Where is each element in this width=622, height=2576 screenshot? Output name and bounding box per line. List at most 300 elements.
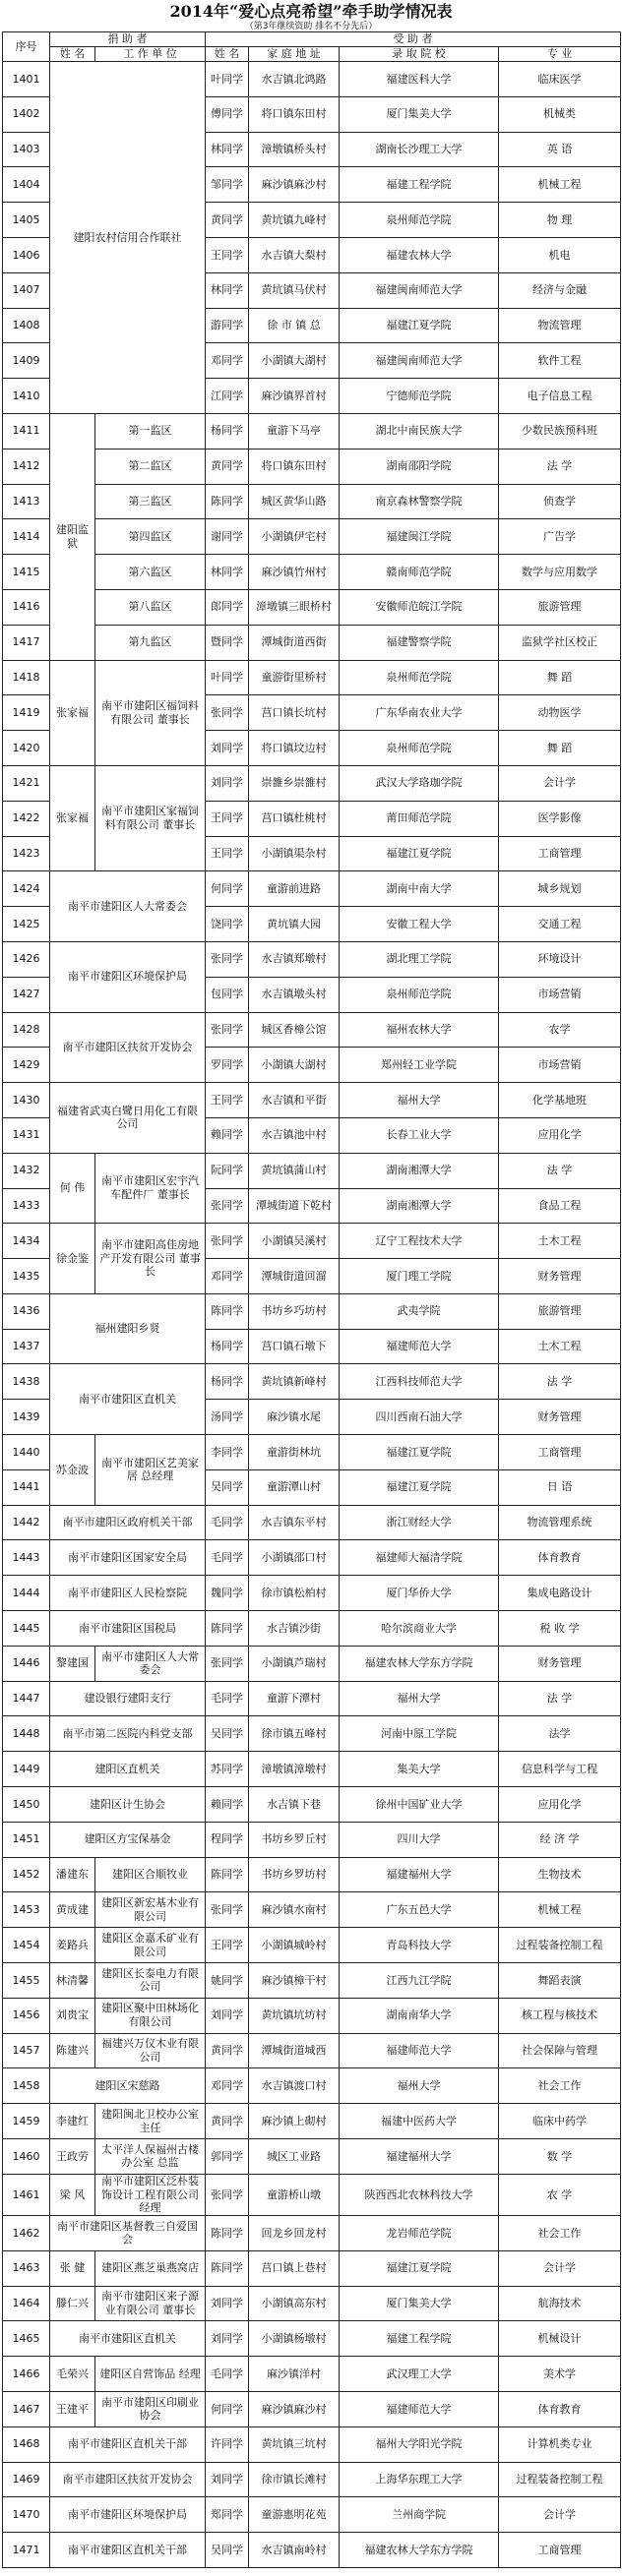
- major: 软件工程: [499, 343, 621, 379]
- student-name: 张同学: [206, 2174, 249, 2215]
- student-name: 苏同学: [206, 1752, 249, 1787]
- row-number: 1468: [3, 2426, 50, 2462]
- home-address: 小湖镇渠杂村: [249, 836, 340, 871]
- student-name: 饶同学: [206, 907, 249, 942]
- row-number: 1466: [3, 2357, 50, 2392]
- header-school: 录 取 院 校: [340, 47, 499, 62]
- donor-organization: 南平市建阳区扶贫开发协会: [50, 2462, 206, 2497]
- admitted-school: 福建医科大学: [340, 62, 499, 97]
- row-number: 1464: [3, 2286, 50, 2321]
- header-major: 专 业: [499, 47, 621, 62]
- row-number: 1429: [3, 1048, 50, 1083]
- row-number: 1422: [3, 801, 50, 836]
- donor-unit: 第二监区: [95, 449, 206, 484]
- major: 机电: [499, 237, 621, 272]
- donor-name: 陈建兴: [50, 2033, 95, 2068]
- table-row: [3, 1153, 621, 1188]
- row-number: 1458: [3, 2068, 50, 2104]
- major: 侦查学: [499, 484, 621, 519]
- admitted-school: 厦门集美大学: [340, 2286, 499, 2321]
- donor-unit: 南平市建阳区宏宇汽车配件厂 董事长: [95, 1153, 206, 1224]
- admitted-school: 浙江财经大学: [340, 1505, 499, 1540]
- admitted-school: 福建江夏学院: [340, 308, 499, 343]
- donor-name: 潘建东: [50, 1857, 95, 1892]
- major: 物流管理系统: [499, 1505, 621, 1540]
- student-name: 姚同学: [206, 1963, 249, 1999]
- student-name: 张同学: [206, 1012, 249, 1048]
- header-row-columns: [3, 47, 621, 62]
- student-name: 刘同学: [206, 2321, 249, 2357]
- donor-name: 苏金波: [50, 1435, 95, 1506]
- admitted-school: 兰州商学院: [340, 2497, 499, 2533]
- donor-unit: 第九监区: [95, 625, 206, 660]
- admitted-school: 福建江夏学院: [340, 1435, 499, 1470]
- header-row-groups: [3, 32, 621, 47]
- admitted-school: 厦门理工学院: [340, 1259, 499, 1294]
- major: 机械类: [499, 96, 621, 132]
- major: 工商管理: [499, 836, 621, 871]
- row-number: 1437: [3, 1329, 50, 1364]
- student-name: 林同学: [206, 555, 249, 590]
- row-number: 1435: [3, 1259, 50, 1294]
- major: 旅游管理: [499, 589, 621, 625]
- table-row: [3, 519, 621, 555]
- home-address: 水吉镇池中村: [249, 1117, 340, 1153]
- header-donor-unit: 工 作 单 位: [95, 47, 206, 62]
- student-name: 陈同学: [206, 1857, 249, 1892]
- table-body: [3, 62, 621, 2568]
- major: 交通工程: [499, 907, 621, 942]
- admitted-school: 福建闽南师范大学: [340, 272, 499, 308]
- major: 市场营销: [499, 1048, 621, 1083]
- admitted-school: 湖北中南民族大学: [340, 413, 499, 449]
- donor-organization: 建阳区方宝保基金: [50, 1822, 206, 1857]
- admitted-school: 四川西南石油大学: [340, 1400, 499, 1435]
- donor-unit: 建阳区金嘉禾矿业有限公司: [95, 1928, 206, 1963]
- student-name: 汤同学: [206, 1400, 249, 1435]
- table-row: [3, 2104, 621, 2139]
- admitted-school: 福州农林大学: [340, 1012, 499, 1048]
- table-row: [3, 1293, 621, 1329]
- home-address: 漳墩镇漳墩村: [249, 1752, 340, 1787]
- home-address: 城区黄华山路: [249, 484, 340, 519]
- row-number: 1425: [3, 907, 50, 942]
- home-address: 麻沙镇麻沙村: [249, 2392, 340, 2427]
- aid-table: [2, 31, 621, 2568]
- admitted-school: 厦门华侨大学: [340, 1576, 499, 1611]
- home-address: 徐市镇松柏村: [249, 1576, 340, 1611]
- home-address: 黄坑镇坑坊村: [249, 1998, 340, 2033]
- student-name: 暨同学: [206, 625, 249, 660]
- donor-name: 林清馨: [50, 1963, 95, 1999]
- major: 日 语: [499, 1469, 621, 1505]
- row-number: 1461: [3, 2174, 50, 2215]
- row-number: 1460: [3, 2139, 50, 2175]
- header-student-name: 姓 名: [206, 47, 249, 62]
- row-number: 1450: [3, 1787, 50, 1823]
- major: 土木工程: [499, 1329, 621, 1364]
- major: 医学影像: [499, 801, 621, 836]
- admitted-school: 湖南中南大学: [340, 871, 499, 907]
- home-address: 麻沙镇麻沙村: [249, 167, 340, 203]
- header-address: 家 庭 地 址: [249, 47, 340, 62]
- home-address: 麻沙镇界首村: [249, 379, 340, 414]
- major: 机械工程: [499, 1892, 621, 1928]
- home-address: 水吉镇下巷: [249, 1787, 340, 1823]
- row-number: 1462: [3, 2216, 50, 2251]
- admitted-school: 江西科技师范大学: [340, 1364, 499, 1400]
- home-address: 水吉镇东平村: [249, 1505, 340, 1540]
- admitted-school: 武夷学院: [340, 1293, 499, 1329]
- row-number: 1457: [3, 2033, 50, 2068]
- major: 数 学: [499, 2139, 621, 2175]
- donor-organization: 南平市建阳区直机关: [50, 1364, 206, 1435]
- admitted-school: 南京森林警察学院: [340, 484, 499, 519]
- admitted-school: 福建农林大学东方学院: [340, 2533, 499, 2568]
- admitted-school: 辽宁工程技术大学: [340, 1224, 499, 1259]
- row-number: 1424: [3, 871, 50, 907]
- row-number: 1410: [3, 379, 50, 414]
- home-address: 黄坑镇马伏村: [249, 272, 340, 308]
- header-donor-name: 姓 名: [50, 47, 95, 62]
- table-row: [3, 1435, 621, 1470]
- major: 会计学: [499, 2250, 621, 2286]
- admitted-school: 福建农林大学东方学院: [340, 1646, 499, 1681]
- major: 土木工程: [499, 1224, 621, 1259]
- row-number: 1470: [3, 2497, 50, 2533]
- row-number: 1456: [3, 1998, 50, 2033]
- student-name: 程同学: [206, 1822, 249, 1857]
- admitted-school: 福建工程学院: [340, 167, 499, 203]
- student-name: 魏同学: [206, 1576, 249, 1611]
- student-name: 王同学: [206, 237, 249, 272]
- row-number: 1402: [3, 96, 50, 132]
- donor-organization: 福州建阳乡贤: [50, 1293, 206, 1364]
- row-number: 1459: [3, 2104, 50, 2139]
- major: 集成电路设计: [499, 1576, 621, 1611]
- donor-organization: 建阳区计生协会: [50, 1787, 206, 1823]
- table-row: [3, 555, 621, 590]
- table-row: [3, 449, 621, 484]
- home-address: 童游前进路: [249, 871, 340, 907]
- admitted-school: 福建福州大学: [340, 1857, 499, 1892]
- row-number: 1441: [3, 1469, 50, 1505]
- row-number: 1412: [3, 449, 50, 484]
- home-address: 书坊乡巧坊村: [249, 1293, 340, 1329]
- table-row: [3, 1998, 621, 2033]
- page-title: 2014年“爱心点亮希望”牵手助学情况表: [169, 2, 453, 21]
- home-address: 麻沙镇樟干村: [249, 1963, 340, 1999]
- admitted-school: 福州大学: [340, 1681, 499, 1716]
- donor-organization: 南平市建阳区环境保护局: [50, 2497, 206, 2533]
- home-address: 回龙乡回龙村: [249, 2216, 340, 2251]
- admitted-school: 青岛科技大学: [340, 1928, 499, 1963]
- donor-name: 张家福: [50, 660, 95, 765]
- student-name: 叶同学: [206, 660, 249, 695]
- admitted-school: 武汉理工大学: [340, 2357, 499, 2392]
- table-row: [3, 1576, 621, 1611]
- donor-organization: 南平市建阳区国税局: [50, 1611, 206, 1647]
- donor-organization: 南平市建阳区国家安全局: [50, 1540, 206, 1576]
- major: 法 学: [499, 449, 621, 484]
- home-address: 城区工业路: [249, 2139, 340, 2175]
- student-name: 邹同学: [206, 167, 249, 203]
- row-number: 1454: [3, 1928, 50, 1963]
- major: 机械设计: [499, 2321, 621, 2357]
- donor-unit: 南平市建阳区泛朴装饰设计工程有限公司 经理: [95, 2174, 206, 2215]
- table-row: [3, 2357, 621, 2392]
- home-address: 水吉镇和平街: [249, 1083, 340, 1118]
- row-number: 1455: [3, 1963, 50, 1999]
- home-address: 小湖镇城岭村: [249, 1928, 340, 1963]
- admitted-school: 泉州师范学院: [340, 731, 499, 766]
- home-address: 莒口镇石墩下: [249, 1329, 340, 1364]
- home-address: 童游潭山村: [249, 1469, 340, 1505]
- donor-unit: 福建兴万仪木业有限公司: [95, 2033, 206, 2068]
- major: 工商管理: [499, 1435, 621, 1470]
- row-number: 1467: [3, 2392, 50, 2427]
- donor-unit: 建阳区自营饰品 经理: [95, 2357, 206, 2392]
- admitted-school: 武汉大学珞珈学院: [340, 765, 499, 801]
- donor-name: 姜路兵: [50, 1928, 95, 1963]
- student-name: 张同学: [206, 941, 249, 977]
- row-number: 1471: [3, 2533, 50, 2568]
- home-address: 童游桥山墩: [249, 2174, 340, 2215]
- major: 旅游管理: [499, 1293, 621, 1329]
- row-number: 1451: [3, 1822, 50, 1857]
- donor-name: 建阳监狱: [50, 413, 95, 660]
- table-row: [3, 660, 621, 695]
- row-number: 1433: [3, 1188, 50, 1224]
- student-name: 张同学: [206, 1224, 249, 1259]
- table-row: [3, 765, 621, 801]
- major: 应用化学: [499, 1787, 621, 1823]
- admitted-school: 福建农林大学: [340, 237, 499, 272]
- row-number: 1426: [3, 941, 50, 977]
- table-row: [3, 625, 621, 660]
- row-number: 1407: [3, 272, 50, 308]
- home-address: 小湖镇邵口村: [249, 1540, 340, 1576]
- table-row: [3, 62, 621, 97]
- major: 市场营销: [499, 977, 621, 1012]
- table-row: [3, 2497, 621, 2533]
- student-name: 黄同学: [206, 203, 249, 238]
- admitted-school: 四川大学: [340, 1822, 499, 1857]
- admitted-school: 福建师范大学: [340, 2392, 499, 2427]
- student-name: 叶同学: [206, 62, 249, 97]
- student-name: 刘同学: [206, 765, 249, 801]
- major: 化学基地班: [499, 1083, 621, 1118]
- admitted-school: 福建中医药大学: [340, 2104, 499, 2139]
- student-name: 赖同学: [206, 1787, 249, 1823]
- admitted-school: 福建闽南师范大学: [340, 343, 499, 379]
- table-row: [3, 1681, 621, 1716]
- admitted-school: 集美大学: [340, 1752, 499, 1787]
- major: 城乡规划: [499, 871, 621, 907]
- home-address: 黄坑镇新峰村: [249, 1364, 340, 1400]
- major: 体育教育: [499, 2392, 621, 2427]
- student-name: 张同学: [206, 695, 249, 731]
- row-number: 1427: [3, 977, 50, 1012]
- donor-unit: 第三监区: [95, 484, 206, 519]
- donor-unit: 太平洋人保福州古楼办公室 总监: [95, 2139, 206, 2175]
- table-row: [3, 1540, 621, 1576]
- student-name: 陈同学: [206, 1611, 249, 1647]
- admitted-school: 湖南长沙理工大学: [340, 132, 499, 167]
- major: 物流管理: [499, 308, 621, 343]
- home-address: 童游下马亭: [249, 413, 340, 449]
- row-number: 1413: [3, 484, 50, 519]
- row-number: 1446: [3, 1646, 50, 1681]
- table-row: [3, 1787, 621, 1823]
- donor-organization: 福建省武夷白鹭日用化工有限公司: [50, 1083, 206, 1154]
- major: 税 收 学: [499, 1611, 621, 1647]
- home-address: 崇雒乡崇雒村: [249, 765, 340, 801]
- major: 法 学: [499, 1681, 621, 1716]
- table-row: [3, 1224, 621, 1259]
- admitted-school: 福州大学: [340, 2068, 499, 2104]
- donor-organization: 南平市建阳区直机关: [50, 2321, 206, 2357]
- donor-unit: 南平市建阳区来子源业有限公司 董事长: [95, 2286, 206, 2321]
- donor-unit: 南平市建阳区艺美家居 总经理: [95, 1435, 206, 1506]
- row-number: 1403: [3, 132, 50, 167]
- donor-name: 张家福: [50, 765, 95, 870]
- student-name: 毛同学: [206, 1540, 249, 1576]
- row-number: 1406: [3, 237, 50, 272]
- major: 监狱学社区校正: [499, 625, 621, 660]
- table-row: [3, 2286, 621, 2321]
- major: 农学: [499, 1012, 621, 1048]
- major: 会计学: [499, 2497, 621, 2533]
- row-number: 1432: [3, 1153, 50, 1188]
- major: 少数民族预科班: [499, 413, 621, 449]
- major: 电子信息工程: [499, 379, 621, 414]
- student-name: 张同学: [206, 1646, 249, 1681]
- student-name: 黄同学: [206, 2104, 249, 2139]
- table-row: [3, 1857, 621, 1892]
- table-row: [3, 1822, 621, 1857]
- student-name: 郑同学: [206, 2497, 249, 2533]
- home-address: 莒口镇上巷村: [249, 2250, 340, 2286]
- table-row: [3, 1505, 621, 1540]
- admitted-school: 福建江夏学院: [340, 1469, 499, 1505]
- home-address: 城区香樟公馆: [249, 1012, 340, 1048]
- table-row: [3, 2033, 621, 2068]
- home-address: 黄坑镇蒲山村: [249, 1153, 340, 1188]
- home-address: 麻沙镇水尾: [249, 1400, 340, 1435]
- admitted-school: 湖南湘潭大学: [340, 1188, 499, 1224]
- donor-organization: 建阳区宋慈路: [50, 2068, 206, 2104]
- donor-organization: 南平市建阳区政府机关干部: [50, 1505, 206, 1540]
- student-name: 傅同学: [206, 96, 249, 132]
- student-name: 吴同学: [206, 1469, 249, 1505]
- row-number: 1404: [3, 167, 50, 203]
- student-name: 陈同学: [206, 484, 249, 519]
- home-address: 莒口镇长坑村: [249, 695, 340, 731]
- row-number: 1465: [3, 2321, 50, 2357]
- table-row: [3, 2462, 621, 2497]
- table-row: [3, 484, 621, 519]
- row-number: 1430: [3, 1083, 50, 1118]
- row-number: 1417: [3, 625, 50, 660]
- major: 财务管理: [499, 1646, 621, 1681]
- table-row: [3, 1611, 621, 1647]
- row-number: 1436: [3, 1293, 50, 1329]
- admitted-school: 上海华东理工大学: [340, 2462, 499, 2497]
- student-name: 邓同学: [206, 1259, 249, 1294]
- student-name: 吴同学: [206, 2533, 249, 2568]
- student-name: 王同学: [206, 1928, 249, 1963]
- table-row: [3, 1364, 621, 1400]
- student-name: 赖同学: [206, 1117, 249, 1153]
- donor-name: 王政劳: [50, 2139, 95, 2175]
- donor-unit: 南平市建阳区人大常委会: [95, 1646, 206, 1681]
- student-name: 陈同学: [206, 2216, 249, 2251]
- home-address: 漳墩镇三眼桥村: [249, 589, 340, 625]
- major: 机械工程: [499, 167, 621, 203]
- major: 美术学: [499, 2357, 621, 2392]
- row-number: 1419: [3, 695, 50, 731]
- row-number: 1434: [3, 1224, 50, 1259]
- home-address: 小湖镇芦瑞村: [249, 1646, 340, 1681]
- admitted-school: 河南中原工学院: [340, 1716, 499, 1752]
- donor-organization: 南平市第二医院内科党支部: [50, 1716, 206, 1752]
- row-number: 1438: [3, 1364, 50, 1400]
- admitted-school: 湖南南华大学: [340, 1998, 499, 2033]
- student-name: 杨同学: [206, 413, 249, 449]
- admitted-school: 福建师范大学: [340, 2033, 499, 2068]
- row-number: 1405: [3, 203, 50, 238]
- row-number: 1431: [3, 1117, 50, 1153]
- donor-unit: 第八监区: [95, 589, 206, 625]
- donor-name: 李建红: [50, 2104, 95, 2139]
- admitted-school: 湖北理工学院: [340, 941, 499, 977]
- admitted-school: 泉州师范学院: [340, 203, 499, 238]
- row-number: 1418: [3, 660, 50, 695]
- home-address: 麻沙镇竹州村: [249, 555, 340, 590]
- admitted-school: 福建师范大学: [340, 1329, 499, 1364]
- home-address: 童游下潭村: [249, 1681, 340, 1716]
- admitted-school: 泉州师范学院: [340, 977, 499, 1012]
- donor-organization: 南平市建阳区直机关干部: [50, 2426, 206, 2462]
- donor-name: 滕仁兴: [50, 2286, 95, 2321]
- major: 过程装备控制工程: [499, 2462, 621, 2497]
- admitted-school: 陕西西北农林科技大学: [340, 2174, 499, 2215]
- row-number: 1443: [3, 1540, 50, 1576]
- student-name: 吴同学: [206, 1716, 249, 1752]
- row-number: 1414: [3, 519, 50, 555]
- major: 物 理: [499, 203, 621, 238]
- donor-unit: 建阳区新宏基木业有限公司: [95, 1892, 206, 1928]
- row-number: 1416: [3, 589, 50, 625]
- admitted-school: 广东华南农业大学: [340, 695, 499, 731]
- table-row: [3, 1716, 621, 1752]
- home-address: 小湖镇吴溪村: [249, 1224, 340, 1259]
- student-name: 杨同学: [206, 1364, 249, 1400]
- student-name: 刘同学: [206, 2286, 249, 2321]
- home-address: 小湖镇大湖村: [249, 343, 340, 379]
- row-number: 1463: [3, 2250, 50, 2286]
- row-number: 1428: [3, 1012, 50, 1048]
- page-subtitle: （第3年继续资助 排名不分先后）: [244, 22, 378, 31]
- home-address: 漳墩镇桥头村: [249, 132, 340, 167]
- donor-organization: 南平市建阳区环境保护局: [50, 941, 206, 1012]
- major: 法 学: [499, 1153, 621, 1188]
- row-number: 1445: [3, 1611, 50, 1647]
- major: 工商管理: [499, 2533, 621, 2568]
- table-row: [3, 1892, 621, 1928]
- home-address: 童游惠明花苑: [249, 2497, 340, 2533]
